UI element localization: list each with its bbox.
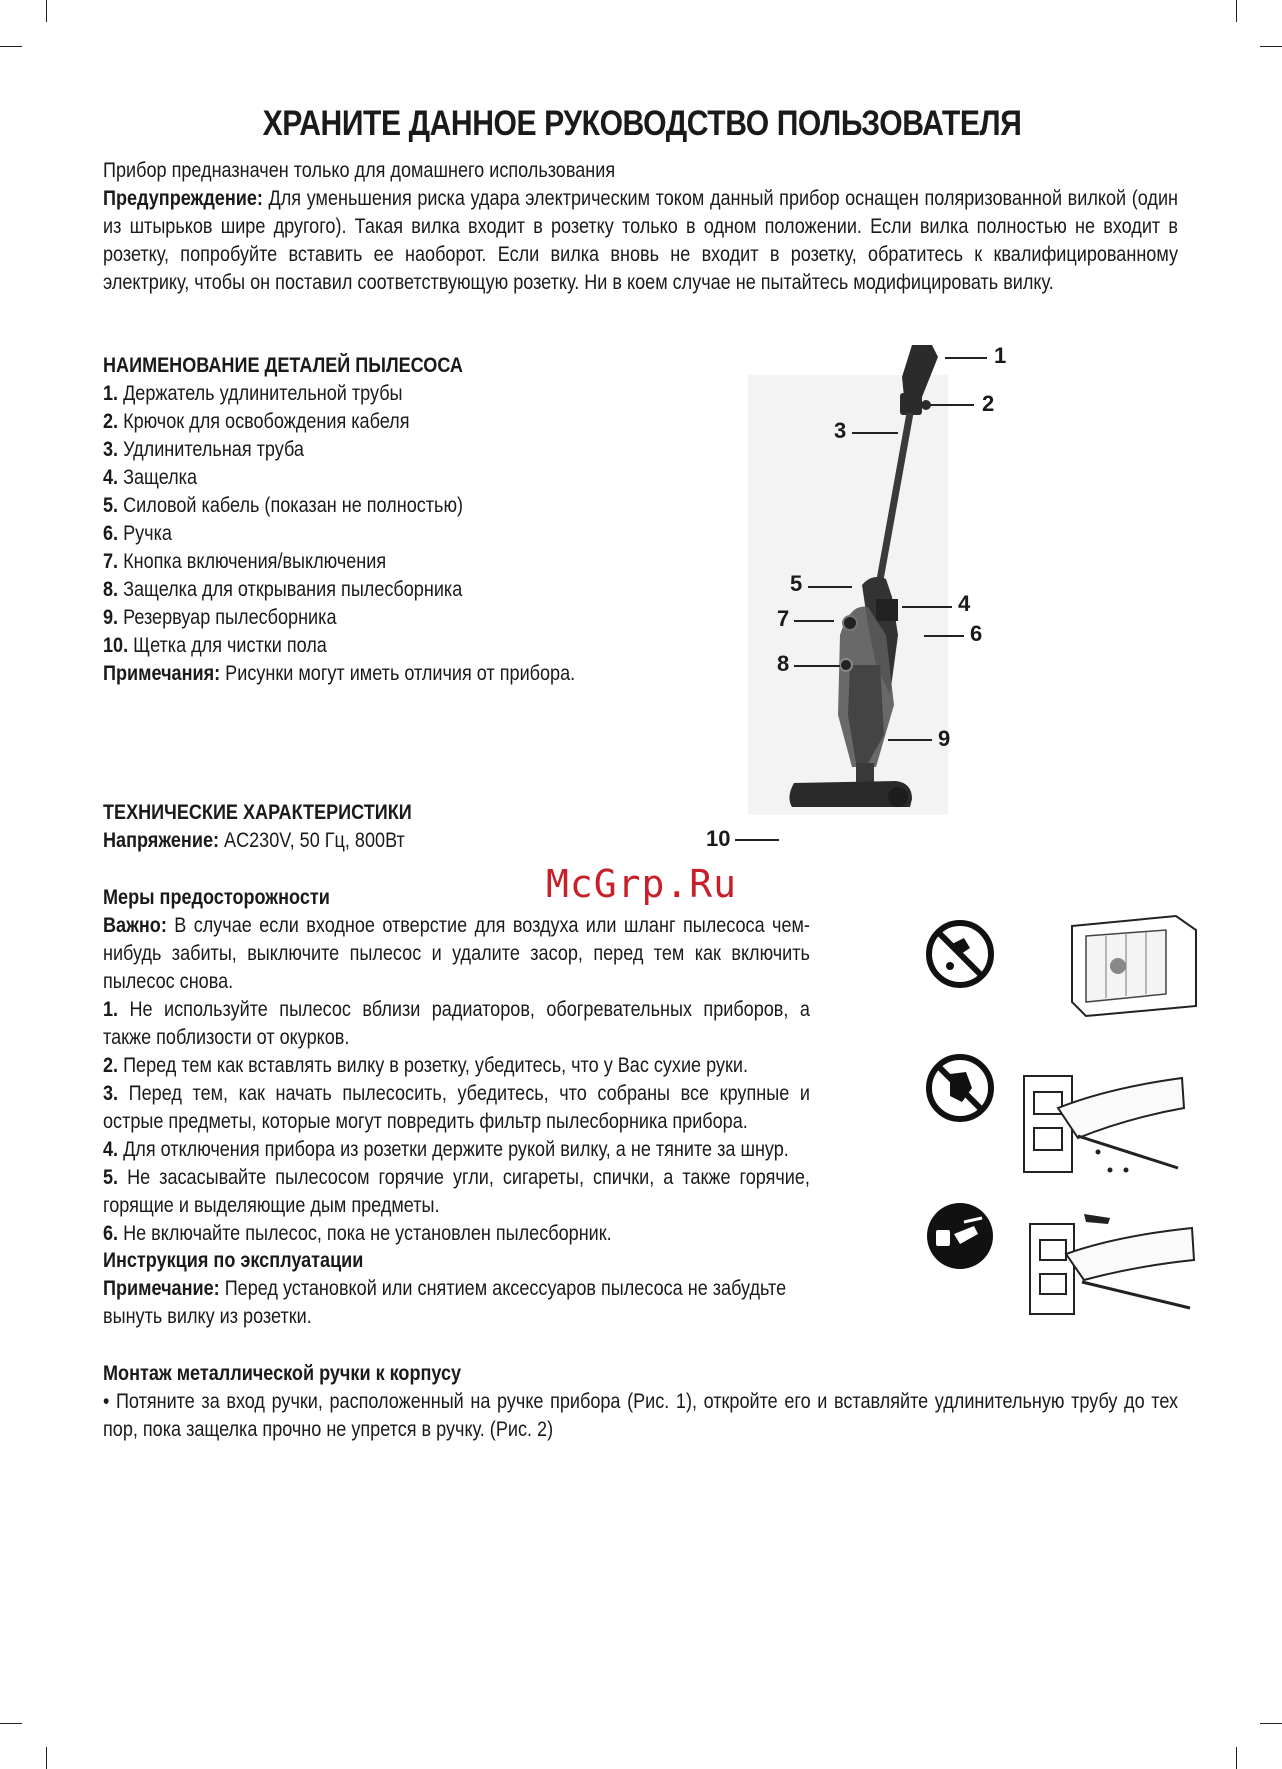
- crop-mark: [1260, 46, 1282, 47]
- crop-mark: [1236, 1747, 1237, 1769]
- unplug-picture: [1026, 1210, 1198, 1320]
- leader-line: [735, 839, 779, 841]
- crop-mark: [0, 46, 22, 47]
- leader-line: [794, 665, 840, 667]
- callout-label: 10: [706, 826, 731, 851]
- precautions-section: [103, 884, 810, 1248]
- callout-label: 9: [938, 726, 951, 751]
- voltage-line: Напряжение: AC230V, 50 Гц, 800Вт: [103, 829, 405, 852]
- list-item: 3. Перед тем, как начать пылесосить, убедитесь, что собраны все крупные и острые предметы, которые могут повредить фильтр пылесборника прибора.: [103, 1082, 810, 1133]
- leader-line: [808, 586, 852, 588]
- vacuum-cleaner-illustration: [700, 335, 1000, 875]
- radiator-picture: [1066, 906, 1206, 1026]
- parts-note: Примечания: Рисунки могут иметь отличия от прибора.: [103, 662, 576, 685]
- operation-heading: Инструкция по эксплуатации: [103, 1249, 364, 1272]
- parts-section: [103, 352, 653, 688]
- leader-line: [888, 739, 932, 741]
- callout-label: 5: [790, 571, 803, 596]
- callout-label: 2: [982, 391, 995, 416]
- list-item: 1. Не используйте пылесос вблизи радиаторов, обогревательных приборов, а также поблизости от окурков.: [103, 998, 810, 1049]
- callout-label: 8: [777, 651, 790, 676]
- operation-note: Примечание: Перед установкой или снятием аксессуаров пылесоса не забудьте вынуть вилку из розетки.: [103, 1277, 787, 1328]
- list-item: 1. Держатель удлинительной трубы: [103, 382, 403, 405]
- important-paragraph: Важно: В случае если входное отверстие для воздуха или шланг пылесоса чем-нибудь забиты, выключите пылесос и удалите засор, перед тем как включить пылесос снова.: [103, 914, 810, 993]
- warning-label: Предупреждение:: [103, 187, 263, 210]
- callout-label: 4: [958, 591, 971, 616]
- assembly-text: • Потяните за вход ручки, расположенный на ручке прибора (Рис. 1), откройте его и вставляйте удлинительную трубу до тех пор, пока защелка прочно не упрется в ручку. (Рис. 2): [103, 1390, 1178, 1441]
- list-item: 5. Не засасывайте пылесосом горячие угли, сигареты, спички, а также горячие, горящие и выделяющие дым предметы.: [103, 1166, 810, 1217]
- list-item: 3. Удлинительная труба: [103, 438, 304, 461]
- callout-label: 6: [970, 621, 983, 646]
- callout-label: 7: [777, 606, 790, 631]
- unplug-icon: [924, 1200, 996, 1272]
- watermark: McGrp.Ru: [546, 862, 738, 906]
- wet-hands-socket-picture: [1018, 1058, 1190, 1182]
- list-item: 8. Защелка для открывания пылесборника: [103, 578, 463, 601]
- crop-mark: [1260, 1723, 1282, 1724]
- list-item: 2. Крючок для освобождения кабеля: [103, 410, 410, 433]
- list-item: 4. Защелка: [103, 466, 198, 489]
- intro-line: Прибор предназначен только для домашнего использования: [103, 159, 616, 182]
- page-title: ХРАНИТЕ ДАННОЕ РУКОВОДСТВО ПОЛЬЗОВАТЕЛЯ: [262, 104, 1022, 143]
- precautions-heading: Меры предосторожности: [103, 886, 330, 909]
- list-item: 9. Резервуар пылесборника: [103, 606, 337, 629]
- crop-mark: [46, 0, 47, 22]
- no-wet-hands-icon: [924, 1052, 996, 1124]
- assembly-heading: Монтаж металлической ручки к корпусу: [103, 1362, 462, 1385]
- warning-text: Для уменьшения риска удара электрическим током данный прибор оснащен поляризованной вилкой (один из штырьков шире другого). Такая вилка входит в розетку только в одном положении. Если вилка полностью не входит в розетку, попробуйте вставить ее наоборот. Если вилка вновь не входит в розетку, обратитесь к квалифицированному электрику, чтобы он поставил соответствующую розетку. Ни в коем случае не пытайтесь модифицировать вилку.: [103, 187, 1178, 294]
- intro-section: [103, 157, 1178, 297]
- leader-line: [902, 606, 952, 608]
- list-item: 5. Силовой кабель (показан не полностью): [103, 494, 464, 517]
- specs-heading: ТЕХНИЧЕСКИЕ ХАРАКТЕРИСТИКИ: [103, 801, 412, 824]
- leader-line: [930, 404, 974, 406]
- no-heat-source-icon: [924, 918, 996, 990]
- list-item: 10. Щетка для чистки пола: [103, 634, 327, 657]
- leader-line: [945, 357, 987, 359]
- specs-section: [103, 799, 619, 855]
- crop-mark: [0, 1723, 22, 1724]
- list-item: 6. Не включайте пылесос, пока не установлен пылесборник.: [103, 1222, 612, 1245]
- list-item: 4. Для отключения прибора из розетки держите рукой вилку, а не тяните за шнур.: [103, 1138, 789, 1161]
- warning-paragraph: [103, 185, 1178, 297]
- operation-section: [103, 1247, 810, 1331]
- assembly-section: [103, 1360, 1178, 1444]
- callout-label: 1: [994, 343, 1007, 368]
- parts-heading: НАИМЕНОВАНИЕ ДЕТАЛЕЙ ПЫЛЕСОСА: [103, 354, 463, 377]
- leader-line: [794, 620, 834, 622]
- crop-mark: [1236, 0, 1237, 22]
- leader-line: [852, 432, 898, 434]
- callout-label: 3: [834, 418, 847, 443]
- list-item: 2. Перед тем как вставлять вилку в розетку, убедитесь, что у Вас сухие руки.: [103, 1054, 749, 1077]
- leader-line: [924, 635, 964, 637]
- crop-mark: [46, 1747, 47, 1769]
- list-item: 7. Кнопка включения/выключения: [103, 550, 387, 573]
- list-item: 6. Ручка: [103, 522, 172, 545]
